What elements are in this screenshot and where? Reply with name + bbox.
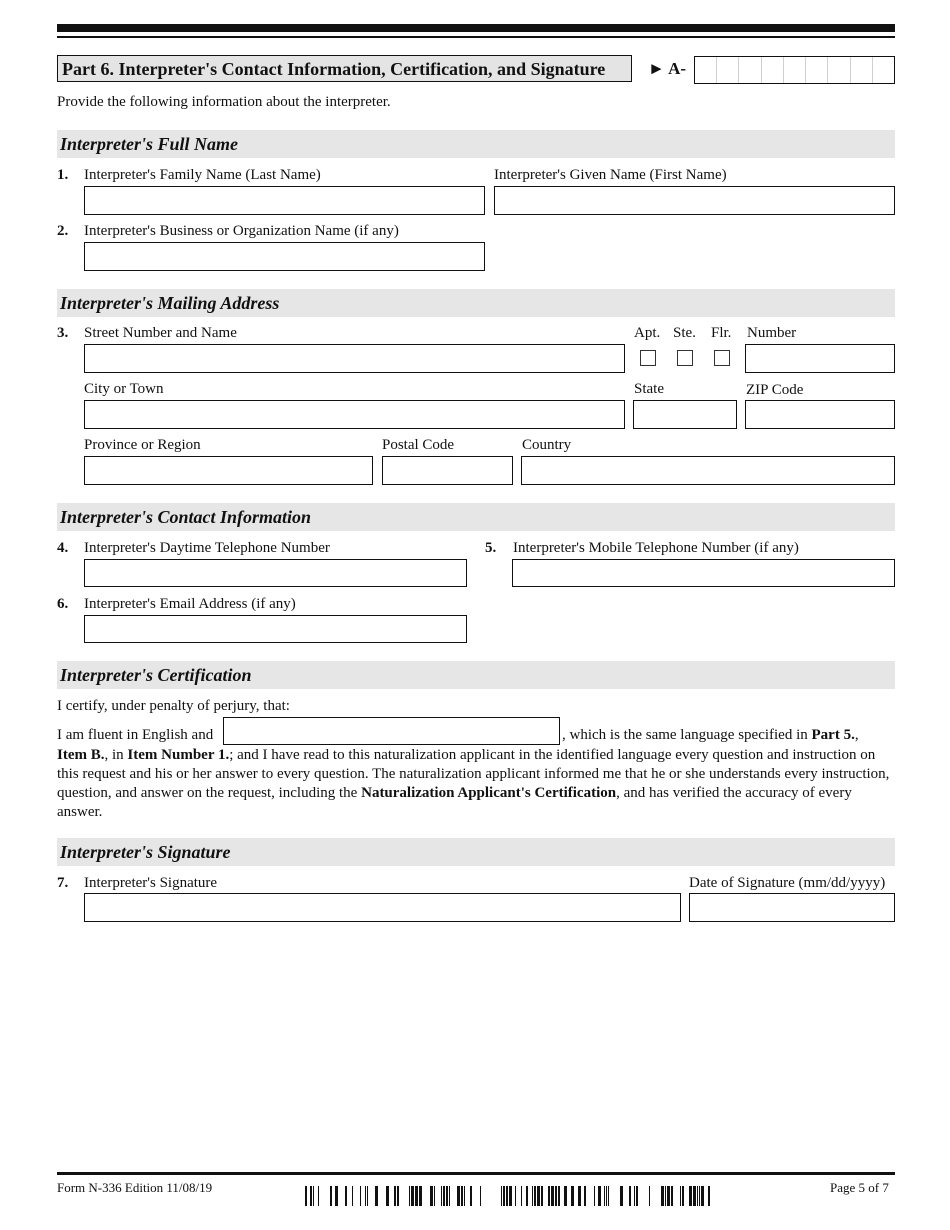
daytime-phone-label: Interpreter's Daytime Telephone Number <box>84 540 330 556</box>
text-in: , in <box>104 747 128 763</box>
item-number-7: 7. <box>57 875 69 891</box>
item-number-3: 3. <box>57 325 69 341</box>
flr-checkbox[interactable] <box>714 350 730 366</box>
section-certification: Interpreter's Certification <box>57 661 895 689</box>
family-name-input[interactable] <box>84 186 485 215</box>
date-input[interactable] <box>689 893 895 922</box>
mobile-phone-label: Interpreter's Mobile Telephone Number (if any) <box>513 540 799 556</box>
text-rest: ; and I have read to this naturalization applicant in the identified language every question and instruction on this request and his or her answer to every question. The naturalization applicant informed me that he or she understands every instruction, question, and answer on the request, including the <box>57 747 890 801</box>
page-number: Page 5 of 7 <box>830 1180 889 1195</box>
business-name-label: Interpreter's Business or Organization Name (if any) <box>84 223 399 239</box>
mobile-phone-input[interactable] <box>512 559 895 587</box>
fluent-suffix-line <box>562 726 859 744</box>
street-input[interactable] <box>84 344 625 373</box>
footer-rule <box>57 1172 895 1175</box>
apt-label: Apt. <box>634 325 661 341</box>
section-contact-information: Interpreter's Contact Information <box>57 503 895 531</box>
state-select[interactable] <box>633 400 737 429</box>
ste-label: Ste. <box>673 325 696 341</box>
state-label: State <box>634 381 664 397</box>
fluent-prefix: I am fluent in English and <box>57 727 214 743</box>
number-label: Number <box>747 325 797 341</box>
section-full-name: Interpreter's Full Name <box>57 130 895 158</box>
item-number-5: 5. <box>485 540 497 556</box>
province-input[interactable] <box>84 456 373 485</box>
number-input[interactable] <box>745 344 895 373</box>
item-b-ref: Item B. <box>57 747 105 763</box>
apt-checkbox[interactable] <box>640 350 656 366</box>
date-label: Date of Signature (mm/dd/yyyy) <box>689 875 886 891</box>
certification-paragraph <box>57 746 895 822</box>
item-number-1: 1. <box>57 167 69 183</box>
section-signature: Interpreter's Signature <box>57 838 895 866</box>
top-thick-rule <box>57 24 895 32</box>
country-input[interactable] <box>521 456 895 485</box>
email-label: Interpreter's Email Address (if any) <box>84 596 296 612</box>
item-number-ref: Item Number 1. <box>127 747 230 763</box>
country-label: Country <box>522 437 572 453</box>
barcode <box>305 1186 710 1206</box>
province-label: Province or Region <box>84 437 201 453</box>
top-thin-rule <box>57 36 895 38</box>
ste-checkbox[interactable] <box>677 350 693 366</box>
item-number-6: 6. <box>57 596 69 612</box>
given-name-label: Interpreter's Given Name (First Name) <box>494 167 727 183</box>
form-edition: Form N-336 Edition 11/08/19 <box>57 1180 213 1195</box>
given-name-input[interactable] <box>494 186 895 215</box>
intro-text: Provide the following information about the interpreter. <box>57 94 391 110</box>
fluent-suffix: , which is the same language specified in <box>562 727 812 743</box>
item-number-4: 4. <box>57 540 69 556</box>
a-number-label: ► A- <box>648 59 687 78</box>
zip-label: ZIP Code <box>746 382 804 398</box>
certify-line: I certify, under penalty of perjury, that: <box>57 698 290 714</box>
zip-input[interactable] <box>745 400 895 429</box>
part-5-ref: Part 5. <box>811 727 855 743</box>
city-input[interactable] <box>84 400 625 429</box>
postal-input[interactable] <box>382 456 513 485</box>
city-label: City or Town <box>84 381 164 397</box>
text-end: , and has verified the accuracy of every answer. <box>57 785 852 820</box>
signature-label: Interpreter's Signature <box>84 875 218 891</box>
part-title: Part 6. Interpreter's Contact Information, Certification, and Signature <box>57 55 632 82</box>
signature-input[interactable] <box>84 893 681 922</box>
daytime-phone-input[interactable] <box>84 559 467 587</box>
item-number-2: 2. <box>57 223 69 239</box>
section-mailing-address: Interpreter's Mailing Address <box>57 289 895 317</box>
a-number-field[interactable] <box>694 56 895 84</box>
language-input[interactable] <box>223 717 560 745</box>
applicant-cert-ref: Naturalization Applicant's Certification <box>361 785 617 801</box>
comma: , <box>854 727 859 743</box>
business-name-input[interactable] <box>84 242 485 271</box>
street-label: Street Number and Name <box>84 325 237 341</box>
postal-label: Postal Code <box>382 437 455 453</box>
flr-label: Flr. <box>711 325 732 341</box>
family-name-label: Interpreter's Family Name (Last Name) <box>84 167 321 183</box>
email-input[interactable] <box>84 615 467 643</box>
